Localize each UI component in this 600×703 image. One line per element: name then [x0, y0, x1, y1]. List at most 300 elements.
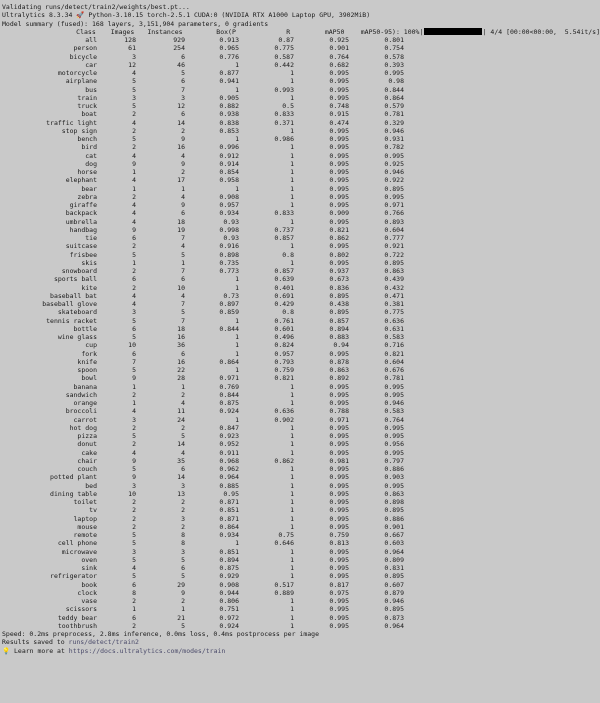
map50-95-cell: 0.946 [384, 597, 404, 605]
class-cell: donut [77, 440, 97, 449]
instances-cell: 1 [181, 382, 185, 391]
class-cell: wine glass [57, 333, 97, 341]
r-cell: 1 [290, 506, 294, 515]
map50-95-cell: 0.764 [384, 415, 404, 424]
images-cell: 1 [132, 168, 136, 176]
class-cell: refrigerator [50, 572, 97, 581]
class-cell: giraffe [69, 201, 97, 209]
box-p-cell: 1 [235, 184, 239, 193]
images-cell: 1 [132, 399, 136, 407]
instances-cell: 7 [181, 300, 185, 308]
images-cell: 5 [132, 539, 136, 548]
map50-95-cell: 0.766 [384, 209, 404, 218]
images-cell: 9 [132, 456, 136, 465]
map50-95-cell: 0.946 [384, 126, 404, 135]
class-cell: bus [85, 85, 97, 94]
map50-95-cell: 0.583 [384, 333, 404, 341]
map50-cell: 0.673 [329, 275, 349, 284]
map50-95-cell: 0.578 [384, 52, 404, 61]
table-row [2, 473, 600, 481]
r-cell: 1 [290, 423, 294, 432]
images-cell: 3 [132, 52, 136, 61]
class-cell: banana [73, 382, 97, 391]
instances-cell: 2 [181, 597, 185, 605]
instances-cell: 9 [181, 201, 185, 209]
r-cell: 0.587 [274, 52, 294, 61]
r-cell: 0.889 [274, 588, 294, 597]
map50-cell: 0.759 [329, 531, 349, 539]
map50-cell: 0.802 [329, 250, 349, 259]
box-p-cell: 0.854 [219, 168, 239, 176]
box-p-cell: 0.844 [219, 390, 239, 399]
table-row [2, 556, 600, 564]
map50-95-cell: 0.631 [384, 324, 404, 333]
class-cell: elephant [65, 176, 97, 185]
class-cell: fork [81, 349, 97, 358]
map50-95-cell: 0.844 [384, 85, 404, 94]
box-p-cell: 1 [235, 85, 239, 94]
images-cell: 2 [132, 522, 136, 531]
box-p-cell: 0.968 [219, 456, 239, 465]
images-cell: 10 [128, 489, 136, 498]
box-p-cell: 0.73 [223, 291, 239, 300]
map50-95-cell: 0.946 [384, 168, 404, 176]
map50-cell: 0.94 [333, 341, 349, 350]
table-row [2, 242, 600, 250]
r-cell: 1 [290, 605, 294, 614]
instances-cell: 10 [177, 283, 185, 292]
class-cell: spoon [77, 366, 97, 374]
class-cell: person [73, 44, 97, 53]
table-row [2, 226, 600, 234]
map50-cell: 0.995 [329, 399, 349, 407]
class-cell: toothbrush [57, 621, 97, 630]
table-row [2, 440, 600, 448]
map50-95-cell: 0.995 [384, 69, 404, 77]
table-row [2, 482, 600, 490]
map50-95-cell: 0.893 [384, 217, 404, 226]
map50-cell: 0.995 [329, 621, 349, 630]
instances-cell: 5 [181, 572, 185, 581]
table-row [2, 284, 600, 292]
class-cell: train [77, 93, 97, 102]
map50-95-cell: 0.895 [384, 258, 404, 267]
table-row [2, 201, 600, 209]
class-cell: umbrella [65, 217, 97, 226]
images-cell: 5 [132, 531, 136, 539]
map50-cell: 0.995 [329, 522, 349, 531]
box-p-cell: 0.908 [219, 192, 239, 201]
instances-cell: 5 [181, 69, 185, 77]
box-p-cell: 1 [235, 341, 239, 350]
map50-cell: 0.925 [329, 36, 349, 44]
r-cell: 0.639 [274, 275, 294, 284]
instances-cell: 17 [177, 176, 185, 185]
map50-cell: 0.995 [329, 168, 349, 176]
images-cell: 4 [132, 300, 136, 308]
images-cell: 2 [132, 597, 136, 605]
images-cell: 3 [132, 308, 136, 317]
map50-95-cell: 0.604 [384, 225, 404, 234]
map50-95-cell: 0.821 [384, 349, 404, 358]
map50-95-cell: 0.895 [384, 572, 404, 581]
table-row [2, 193, 600, 201]
r-cell: 0.775 [274, 44, 294, 53]
table-row [2, 589, 600, 597]
map50-cell: 0.682 [329, 60, 349, 69]
map50-95-cell: 0.971 [384, 201, 404, 209]
r-cell: 1 [290, 399, 294, 407]
table-row [2, 160, 600, 168]
map50-cell: 0.995 [329, 613, 349, 622]
class-cell: cup [85, 341, 97, 350]
box-p-cell: 0.964 [219, 473, 239, 482]
box-p-cell: 0.838 [219, 118, 239, 127]
r-cell: 0.429 [274, 300, 294, 308]
images-cell: 9 [132, 374, 136, 383]
metrics-header-row [2, 28, 600, 36]
images-cell: 5 [132, 316, 136, 325]
map50-95-cell: 0.471 [384, 291, 404, 300]
map50-cell: 0.995 [329, 258, 349, 267]
map50-cell: 0.995 [329, 242, 349, 251]
table-row [2, 341, 600, 349]
table-row [2, 185, 600, 193]
box-p-cell: 0.851 [219, 547, 239, 556]
class-cell: orange [73, 399, 97, 407]
images-cell: 4 [132, 564, 136, 572]
images-cell: 2 [132, 423, 136, 432]
class-cell: baseball bat [50, 291, 97, 300]
table-row [2, 251, 600, 259]
instances-cell: 14 [177, 473, 185, 482]
map50-95-cell: 0.995 [384, 481, 404, 490]
class-cell: traffic light [46, 118, 97, 127]
class-cell: cell phone [57, 539, 97, 548]
instances-cell: 6 [181, 275, 185, 284]
class-cell: chair [77, 456, 97, 465]
box-p-cell: 0.929 [219, 572, 239, 581]
map50-cell: 0.857 [329, 316, 349, 325]
box-p-cell: 0.944 [219, 588, 239, 597]
images-cell: 5 [132, 432, 136, 440]
r-cell: 1 [290, 473, 294, 482]
instances-cell: 29 [177, 580, 185, 589]
images-cell: 2 [132, 267, 136, 275]
box-p-cell: 0.916 [219, 242, 239, 251]
map50-cell: 0.995 [329, 151, 349, 160]
learn-more-link[interactable]: https://docs.ultralytics.com/modes/train [68, 646, 226, 655]
map50-cell: 0.821 [329, 225, 349, 234]
table-row [2, 490, 600, 498]
map50-95-cell: 0.831 [384, 564, 404, 572]
map50-95-cell: 0.895 [384, 605, 404, 614]
r-cell: 0.442 [274, 60, 294, 69]
instances-cell: 6 [181, 209, 185, 218]
instances-cell: 5 [181, 250, 185, 259]
instances-cell: 3 [181, 93, 185, 102]
box-p-cell: 0.958 [219, 176, 239, 185]
box-p-cell: 0.972 [219, 613, 239, 622]
class-cell: carrot [73, 415, 97, 424]
table-row [2, 176, 600, 184]
table-row [2, 424, 600, 432]
r-cell: 0.761 [274, 316, 294, 325]
table-row [2, 36, 600, 44]
map50-cell: 0.995 [329, 489, 349, 498]
instances-cell: 16 [177, 357, 185, 366]
r-cell: 1 [290, 440, 294, 449]
map50-95-cell: 0.863 [384, 489, 404, 498]
class-cell: couch [77, 465, 97, 473]
table-row [2, 61, 600, 69]
table-row [2, 209, 600, 217]
map50-cell: 0.995 [329, 547, 349, 556]
instances-cell: 2 [181, 423, 185, 432]
map50-95-cell: 0.964 [384, 621, 404, 630]
r-cell: 1 [290, 522, 294, 531]
images-cell: 2 [132, 498, 136, 506]
metrics-table [2, 36, 600, 630]
map50-cell: 0.863 [329, 366, 349, 374]
box-p-cell: 0.882 [219, 102, 239, 110]
r-cell: 0.857 [274, 267, 294, 275]
map50-95-cell: 0.809 [384, 555, 404, 564]
map50-cell: 0.474 [329, 118, 349, 127]
table-row [2, 614, 600, 622]
map50-cell: 0.995 [329, 481, 349, 490]
images-cell: 4 [132, 201, 136, 209]
images-cell: 2 [132, 143, 136, 152]
table-row [2, 506, 600, 514]
map50-cell: 0.995 [329, 176, 349, 185]
images-cell: 1 [132, 605, 136, 614]
class-cell: dog [85, 159, 97, 168]
instances-cell: 9 [181, 588, 185, 597]
r-cell: 0.902 [274, 415, 294, 424]
instances-cell: 5 [181, 432, 185, 440]
map50-cell: 0.788 [329, 407, 349, 416]
map50-cell: 0.764 [329, 52, 349, 61]
images-cell: 3 [132, 93, 136, 102]
r-cell: 0.5 [282, 102, 294, 110]
class-cell: zebra [77, 192, 97, 201]
instances-cell: 8 [181, 539, 185, 548]
map50-cell: 0.995 [329, 159, 349, 168]
map50-cell: 0.909 [329, 209, 349, 218]
instances-cell: 254 [173, 44, 185, 53]
class-cell: hot dog [69, 423, 97, 432]
box-p-cell: 0.894 [219, 555, 239, 564]
table-row [2, 498, 600, 506]
r-cell: 1 [290, 217, 294, 226]
map50-cell: 0.995 [329, 382, 349, 391]
map50-cell: 0.883 [329, 333, 349, 341]
table-row [2, 399, 600, 407]
instances-cell: 6 [181, 77, 185, 86]
col-images: Images [110, 27, 135, 36]
table-row [2, 53, 600, 61]
box-p-cell: 0.877 [219, 69, 239, 77]
r-cell: 1 [290, 69, 294, 77]
table-row [2, 350, 600, 358]
map50-95-cell: 0.777 [384, 234, 404, 242]
box-p-cell: 0.912 [219, 151, 239, 160]
class-cell: bottle [73, 324, 97, 333]
col-instances: Instances [147, 27, 183, 36]
images-cell: 128 [124, 36, 136, 44]
table-row [2, 539, 600, 547]
images-cell: 6 [132, 580, 136, 589]
r-cell: 1 [290, 465, 294, 473]
map50-95-cell: 0.925 [384, 159, 404, 168]
images-cell: 5 [132, 366, 136, 374]
images-cell: 6 [132, 613, 136, 622]
box-p-cell: 0.751 [219, 605, 239, 614]
images-cell: 2 [132, 110, 136, 119]
map50-cell: 0.995 [329, 572, 349, 581]
class-cell: cat [85, 151, 97, 160]
learn-more-line [2, 647, 600, 655]
table-row [2, 218, 600, 226]
box-p-cell: 0.924 [219, 407, 239, 416]
map50-cell: 0.995 [329, 217, 349, 226]
class-cell: potted plant [50, 473, 97, 482]
map50-cell: 0.995 [329, 184, 349, 193]
map50-cell: 0.995 [329, 605, 349, 614]
class-cell: car [85, 60, 97, 69]
class-cell: backpack [65, 209, 97, 218]
r-cell: 0.496 [274, 333, 294, 341]
instances-cell: 11 [177, 407, 185, 416]
class-cell: kite [81, 283, 97, 292]
images-cell: 7 [132, 357, 136, 366]
instances-cell: 7 [181, 267, 185, 275]
r-cell: 0.87 [278, 36, 294, 44]
images-cell: 9 [132, 473, 136, 482]
map50-95-cell: 0.964 [384, 547, 404, 556]
r-cell: 1 [290, 201, 294, 209]
instances-cell: 2 [181, 522, 185, 531]
col-class: Class [76, 27, 96, 36]
table-row [2, 622, 600, 630]
map50-cell: 0.995 [329, 201, 349, 209]
box-p-cell: 0.952 [219, 440, 239, 449]
class-cell: mouse [77, 522, 97, 531]
table-row [2, 358, 600, 366]
images-cell: 2 [132, 440, 136, 449]
instances-cell: 14 [177, 118, 185, 127]
class-cell: tennis racket [46, 316, 97, 325]
map50-95-cell: 0.432 [384, 283, 404, 292]
box-p-cell: 0.859 [219, 308, 239, 317]
class-cell: bicycle [69, 52, 97, 61]
table-row [2, 597, 600, 605]
images-cell: 4 [132, 407, 136, 416]
r-cell: 0.691 [274, 291, 294, 300]
class-cell: suitcase [65, 242, 97, 251]
instances-cell: 19 [177, 225, 185, 234]
box-p-cell: 0.962 [219, 465, 239, 473]
r-cell: 1 [290, 597, 294, 605]
box-p-cell: 1 [235, 415, 239, 424]
table-row [2, 77, 600, 85]
map50-95-cell: 0.931 [384, 135, 404, 143]
table-row [2, 152, 600, 160]
r-cell: 0.401 [274, 283, 294, 292]
box-p-cell: 0.735 [219, 258, 239, 267]
speed-line: Speed: 0.2ms preprocess, 2.8ms inference, 0.0ms loss, 0.4ms postprocess per image [2, 630, 319, 638]
table-row [2, 432, 600, 440]
images-cell: 1 [132, 258, 136, 267]
box-p-cell: 1 [235, 283, 239, 292]
table-row [2, 259, 600, 267]
images-cell: 2 [132, 126, 136, 135]
class-cell: remote [73, 531, 97, 539]
instances-cell: 18 [177, 324, 185, 333]
box-p-cell: 1 [235, 316, 239, 325]
table-row [2, 374, 600, 382]
map50-95-cell: 0.995 [384, 382, 404, 391]
instances-cell: 9 [181, 159, 185, 168]
box-p-cell: 0.806 [219, 597, 239, 605]
map50-cell: 0.995 [329, 423, 349, 432]
map50-cell: 0.995 [329, 143, 349, 152]
map50-95-cell: 0.886 [384, 514, 404, 523]
instances-cell: 18 [177, 217, 185, 226]
instances-cell: 3 [181, 481, 185, 490]
table-row [2, 366, 600, 374]
class-cell: boat [81, 110, 97, 119]
r-cell: 1 [290, 93, 294, 102]
map50-cell: 0.995 [329, 126, 349, 135]
table-row [2, 605, 600, 613]
instances-cell: 2 [181, 498, 185, 506]
r-cell: 0.759 [274, 366, 294, 374]
box-p-cell: 0.934 [219, 531, 239, 539]
table-row [2, 119, 600, 127]
box-p-cell: 1 [235, 135, 239, 143]
instances-cell: 21 [177, 613, 185, 622]
r-cell: 0.857 [274, 234, 294, 242]
r-cell: 0.8 [282, 250, 294, 259]
map50-95-cell: 0.583 [384, 407, 404, 416]
r-cell: 1 [290, 547, 294, 556]
instances-cell: 7 [181, 316, 185, 325]
instances-cell: 6 [181, 349, 185, 358]
table-row [2, 44, 600, 52]
box-p-cell: 0.941 [219, 77, 239, 86]
class-cell: tie [85, 234, 97, 242]
box-p-cell: 1 [235, 349, 239, 358]
table-row [2, 308, 600, 316]
instances-cell: 6 [181, 110, 185, 119]
images-cell: 2 [132, 283, 136, 292]
r-cell: 1 [290, 159, 294, 168]
images-cell: 5 [132, 465, 136, 473]
box-p-cell: 0.847 [219, 423, 239, 432]
class-cell: horse [77, 168, 97, 176]
table-row [2, 325, 600, 333]
instances-cell: 1 [181, 605, 185, 614]
table-row [2, 523, 600, 531]
r-cell: 1 [290, 151, 294, 160]
instances-cell: 7 [181, 234, 185, 242]
col-r: R [286, 27, 291, 36]
r-cell: 1 [290, 192, 294, 201]
class-cell: sports ball [53, 275, 97, 284]
instances-cell: 36 [177, 341, 185, 350]
